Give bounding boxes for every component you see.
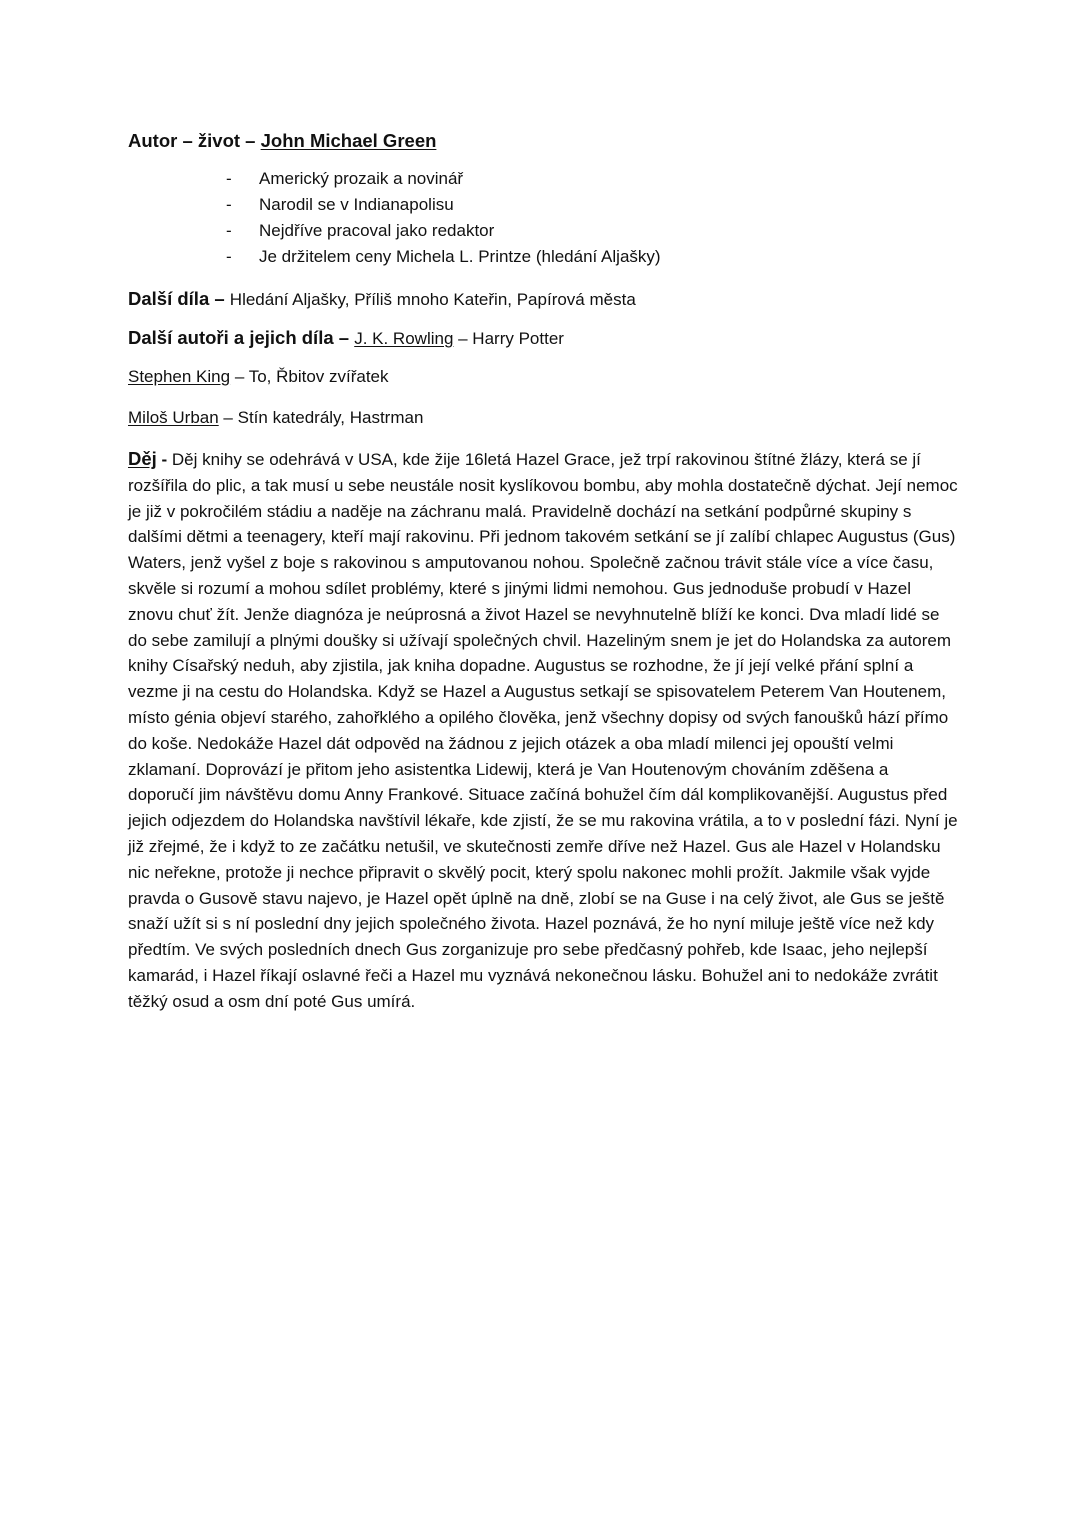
plot-label: Děj	[128, 448, 157, 469]
other-works-text: Hledání Aljašky, Příliš mnoho Kateřin, Papírová města	[229, 290, 636, 309]
other-author-king-works: – To, Řbitov zvířatek	[230, 367, 389, 386]
list-dash: -	[226, 247, 232, 266]
list-item-text: Narodil se v Indianapolisu	[259, 195, 454, 214]
other-works-line	[128, 286, 958, 313]
other-author-king-line	[128, 364, 958, 390]
list-item-text: Nejdříve pracoval jako redaktor	[259, 221, 495, 240]
author-heading-prefix: Autor – život –	[128, 130, 261, 151]
other-author-rowling-works: – Harry Potter	[453, 329, 564, 348]
list-dash: -	[226, 169, 232, 188]
other-author-urban-line	[128, 405, 958, 431]
other-author-urban-works: – Stín katedrály, Hastrman	[218, 408, 424, 427]
list-item-text: Americký prozaik a novinář	[259, 169, 464, 188]
other-authors-line	[128, 325, 958, 352]
plot-text: Děj knihy se odehrává v USA, kde žije 16letá Hazel Grace, jež trpí rakovinou štítné žlázy, která se jí rozšířila do plic, a tak musí u sebe neustále nosit kyslíkovou bombu, aby mohla dostatečně dýchat. Její nemoc je již v pokročilém stádiu a naděje na záchranu malá. Pravidelně dochází na setkání podpůrné skupiny s dalšími dětmi a teenagery, kteří mají rakovinu. Při jednom takovém setkání se jí zalíbí chlapec Augustus (Gus) Waters, jenž vyšel z boje s rakovinou s amputovanou nohou. Společně začnou trávit stále více a více času, skvěle si rozumí a mohou sdílet problémy, které s jinými lidmi nemohou. Gus jednoduše probudí v Hazel znovu chuť žít. Jenže diagnóza je neúprosná a život Hazel se nevyhnutelně blíží ke konci. Dva mladí lidé se do sebe zamilují a plnými doušky si užívají společných chvil. Hazeliným snem je jet do Holandska za autorem knihy Císařský neduh, aby zjistila, jak kniha dopadne. Augustus se rozhodne, že jí její velké přání splní a vezme ji na cestu do Holandska. Když se Hazel a Augustus setkají se spisovatelem Peterem Van Houtenem, místo génia objeví starého, zahořklého a opilého člověka, jenž všechny dopisy od svých fanoušků hází přímo do koše. Nedokáže Hazel dát odpověd na žádnou z jejich otázek a oba mladí milenci jej opouští velmi zklamaní. Doprovází je přitom jeho asistentka Lidewij, která je Van Houtenovým chováním zděšena a doporučí jim návštěvu domu Anny Frankové. Situace začíná bohužel čím dál komplikovanější. Augustus před jejich odjezdem do Holandska navštívil lékaře, kde zjistí, že se mu rakovina vrátila, a to v poslední fázi. Nyní je již zřejmé, že i když to ze začátku netušil, ve skutečnosti zemře dříve než Hazel. Gus ale Hazel v Holandsku nic neřekne, protože ji nechce připravit o skvělý pocit, který spolu nakonec mohli prožít. Jakmile však vyjde pravda o Gusově stavu najevo, je Hazel opět úplně na dně, zlobí se na Guse i na celý život, ale Gus se ještě snaží užít si s ní poslední dny jejich společného života. Hazel poznává, že ho nyní miluje ještě více než kdy předtím. Ve svých posledních dnech Gus zorganizuje pro sebe předčasný pohřeb, kde Isaac, jeho nejlepší kamarád, i Hazel říkají oslavné řeči a Hazel mu vyznává nekonečnou lásku. Bohužel ani to nedokáže zvrátit těžký osud a osm dní poté Gus umírá.	[128, 450, 958, 1011]
document-content	[128, 128, 958, 1015]
list-item-text: Je držitelem ceny Michela L. Printze (hledání Aljašky)	[259, 247, 661, 266]
author-heading	[128, 128, 958, 154]
list-item	[226, 166, 958, 192]
other-author-rowling: J. K. Rowling	[354, 329, 454, 348]
plot-paragraph	[128, 446, 958, 1015]
plot-separator: -	[156, 450, 172, 469]
other-works-label: Další díla –	[128, 288, 230, 309]
list-dash: -	[226, 195, 232, 214]
author-name: John Michael Green	[260, 130, 437, 151]
list-item	[226, 192, 958, 218]
other-author-urban: Miloš Urban	[128, 408, 219, 427]
author-facts-list	[128, 166, 958, 270]
list-item	[226, 218, 958, 244]
other-author-king: Stephen King	[128, 367, 231, 386]
list-dash: -	[226, 221, 232, 240]
list-item	[226, 244, 958, 270]
other-authors-label: Další autoři a jejich díla –	[128, 327, 355, 348]
